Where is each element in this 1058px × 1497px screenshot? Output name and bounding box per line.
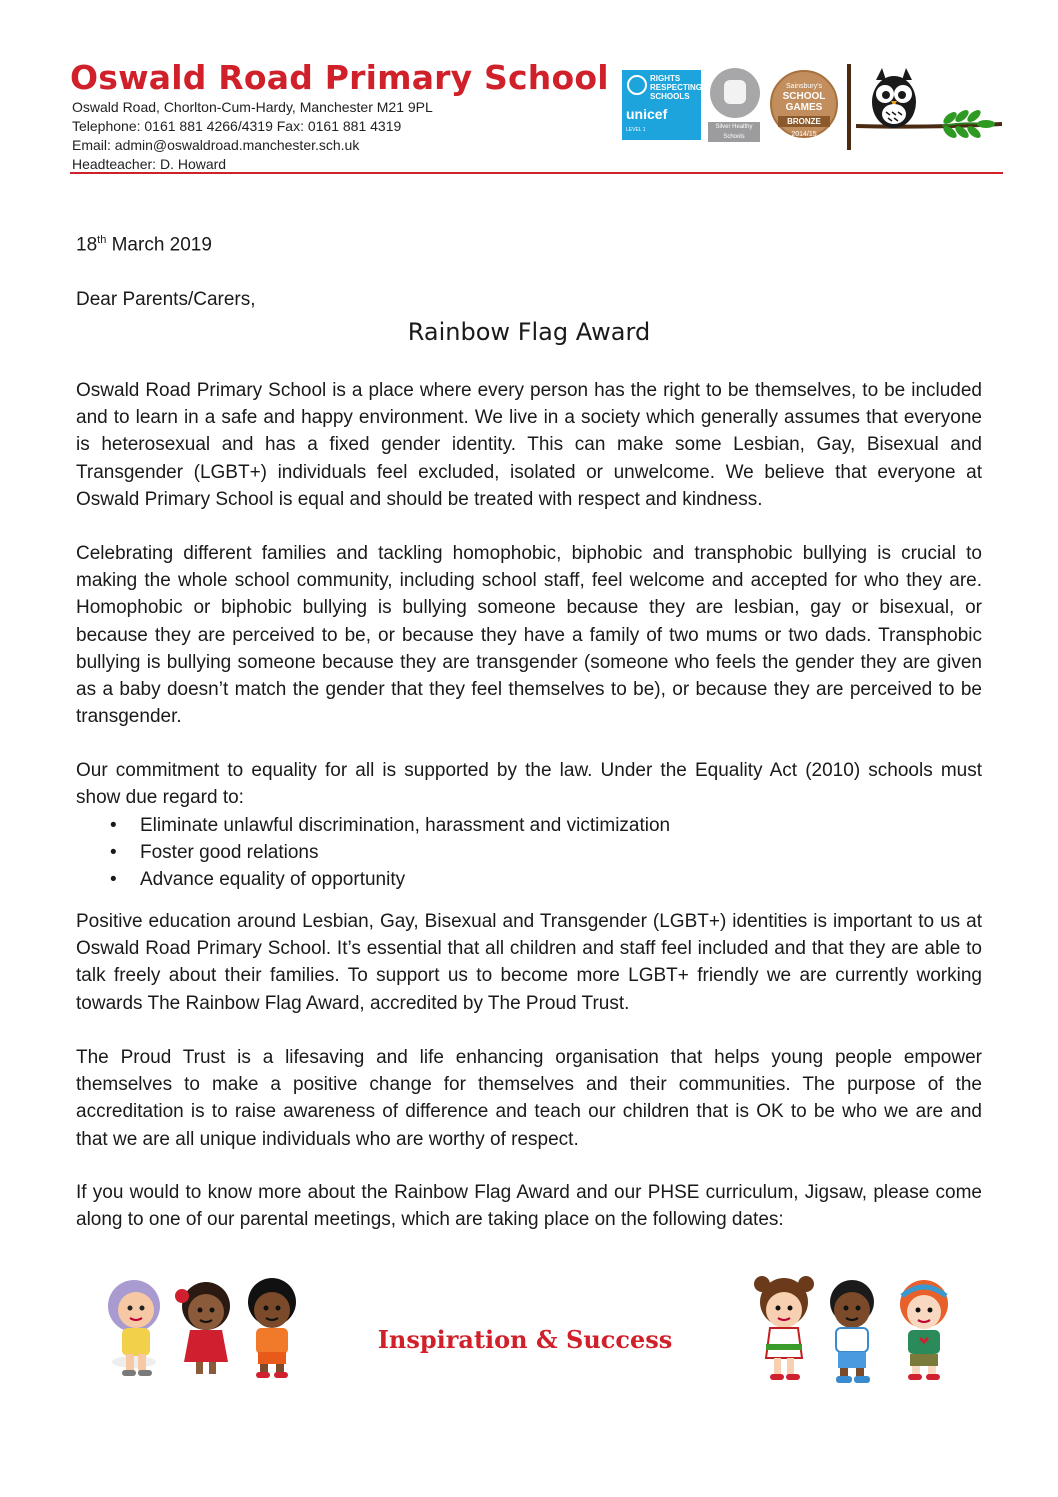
letterhead — [70, 58, 1005, 178]
children-illustration-left — [96, 1266, 314, 1384]
paragraph-bullying: Celebrating different families and tackling homophobic, biphobic and transphobic bullying is crucial to making the whole school community, including school staff, feel welcome and accepted for who they are. Homophobic or biphobic bullying is bullying someone because they are lesbian, gay or bisexual, or because they are perceived to be, or because they have a family of two mums or two dads. Transphobic bullying is bullying someone because they are transgender (someone who feels the gender they are given as a baby doesn’t match the gender that they feel themselves to be), or because they are perceived to be transgender. — [76, 543, 982, 728]
paragraph-positive-education: Positive education around Lesbian, Gay, Bisexual and Transgender (LGBT+) identities is important to us at Oswald Road Primary School. It’s essential that all children and staff feel included and that they are able to talk freely about their families. To support us to become more LGBT+ friendly we are currently working towards The Rainbow Flag Award, accredited by The Proud Trust. — [76, 911, 982, 1014]
owl-icon — [854, 66, 1004, 152]
healthy-schools-icon — [710, 68, 760, 118]
unicef-rights-respecting-logo: RIGHTS RESPECTING SCHOOLS unicef LEVEL 1 — [622, 70, 701, 140]
unicef-globe-icon — [627, 75, 647, 95]
accreditation-logos — [622, 66, 1002, 156]
healthy-schools-logo: Silver Healthy Schools — [708, 68, 762, 146]
paragraph-proud-trust: The Proud Trust is a lifesaving and life enhancing organisation that helps young people empower themselves to make a positive change for themselves and their communities. The purpose of the accreditation is to raise awareness of difference and teach our children that is OK to be who we are and that we are all unique individuals who are worthy of respect. — [76, 1047, 982, 1150]
list-item: • Foster good relations — [76, 839, 982, 866]
paragraph-equality-act: Our commitment to equality for all is supported by the law. Under the Equality Act (2010) schools must show due regard to: — [76, 760, 982, 809]
list-item: • Eliminate unlawful discrimination, harassment and victimization — [76, 812, 982, 839]
school-motto: Inspiration & Success — [377, 1325, 673, 1354]
school-headteacher: Headteacher: D. Howard — [72, 156, 227, 172]
school-telephone: Telephone: 0161 881 4266/4319 Fax: 0161 881 4319 — [72, 118, 402, 134]
school-games-bronze-logo: Sainsbury's SCHOOL GAMES BRONZE 2014/15 — [770, 70, 838, 138]
header-divider — [70, 172, 1003, 174]
list-item: • Advance equality of opportunity — [76, 866, 982, 893]
school-name: Oswald Road Primary School — [70, 58, 609, 97]
equality-duties-list — [76, 812, 982, 894]
letter-title: Rainbow Flag Award — [407, 318, 651, 346]
contact-details — [72, 98, 433, 174]
letter-date: 18th March 2019 — [76, 234, 212, 256]
paragraph-intro: Oswald Road Primary School is a place where every person has the right to be themselves, to be included and to learn in a safe and happy environment. We live in a society which generally assumes that everyone is heterosexual and has a fixed gender identity. This can make some Lesbian, Gay, Bisexual and Transgender (LGBT+) individuals feel excluded, isolated or unwelcome. We believe that everyone at Oswald Primary School is equal and should be treated with respect and kindness. — [76, 380, 982, 510]
paragraph-meetings: If you would to know more about the Rainbow Flag Award and our PHSE curriculum, Jigsaw, please come along to one of our parental meetings, which are taking place on the following dates: — [76, 1182, 982, 1231]
salutation: Dear Parents/Carers, — [76, 289, 256, 310]
school-address: Oswald Road, Chorlton-Cum-Hardy, Manchester M21 9PL — [72, 99, 433, 115]
branch-post — [847, 64, 851, 150]
children-illustration-right — [744, 1266, 966, 1390]
school-email: Email: admin@oswaldroad.manchester.sch.uk — [72, 137, 360, 153]
